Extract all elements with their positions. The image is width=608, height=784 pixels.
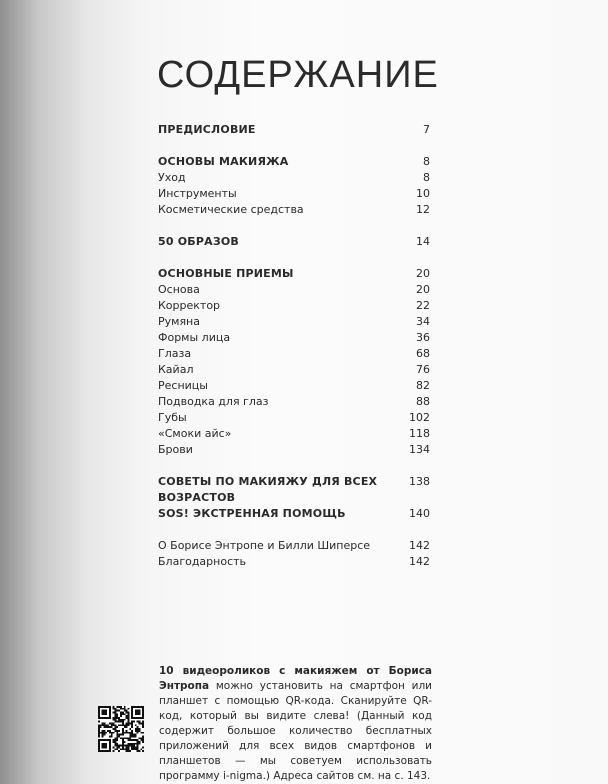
toc-entry (158, 202, 430, 218)
toc-entry (158, 378, 430, 394)
toc-entry-page: 20 (416, 283, 430, 296)
toc-entry-page: 34 (416, 315, 430, 328)
toc-entry-label: Уход (158, 171, 186, 184)
toc-section-page: 20 (416, 267, 430, 280)
toc-entry-label: О Борисе Энтропе и Билли Шиперсе (158, 539, 371, 552)
toc-entry-label: Подводка для глаз (158, 395, 269, 408)
toc-entry-label: Основа (158, 283, 200, 296)
toc-entry-label: Формы лица (158, 331, 231, 344)
toc-entry-page: 10 (416, 187, 430, 200)
toc-entry (158, 282, 430, 298)
toc-section-label: ОСНОВНЫЕ ПРИЕМЫ (158, 267, 294, 280)
toc-section (158, 154, 430, 170)
toc-entry-page: 12 (416, 203, 430, 216)
toc-gap (158, 250, 430, 266)
qr-code-icon (98, 706, 144, 752)
toc-entry-label: Брови (158, 443, 193, 456)
toc-gap (158, 522, 430, 538)
toc-entry (158, 314, 430, 330)
toc-section (158, 474, 430, 504)
page-title: СОДЕРЖАНИЕ (157, 54, 439, 96)
toc-entry-page: 82 (416, 379, 430, 392)
toc-entry (158, 554, 430, 570)
toc-entry-page: 8 (423, 171, 430, 184)
toc-section-page: 7 (423, 123, 430, 136)
toc-section-label: ОСНОВЫ МАКИЯЖА (158, 155, 289, 168)
toc-section-page: 8 (423, 155, 430, 168)
toc-section (158, 266, 430, 282)
toc-entry (158, 170, 430, 186)
toc-section-label: 50 ОБРАЗОВ (158, 235, 239, 248)
toc-entry (158, 186, 430, 202)
toc-entry (158, 330, 430, 346)
toc-entry (158, 346, 430, 362)
toc-entry-page: 88 (416, 395, 430, 408)
toc-entry-label: Глаза (158, 347, 192, 360)
toc-entry-label: Кайал (158, 363, 194, 376)
toc-entry-label: Инструменты (158, 187, 237, 200)
toc-entry-page: 102 (409, 411, 430, 424)
toc-entry (158, 298, 430, 314)
toc-entry-label: Благодарность (158, 555, 247, 568)
toc-entry-label: «Смоки айс» (158, 427, 232, 440)
video-info-body: можно установить на смартфон или планшет с помощью QR-кода. Сканируйте QR-код, который вы видите слева! (Данный код содержит большое количество бесплатных приложений для всех видов смартфонов и планшетов — мы советуем использовать программу i-nigma.) Адреса сайтов см. на с. 143. (159, 680, 432, 782)
toc-entry-page: 68 (416, 347, 430, 360)
toc-entry-page: 76 (416, 363, 430, 376)
toc-section (158, 506, 430, 522)
toc-section (158, 234, 430, 250)
toc-entry-label: Губы (158, 411, 187, 424)
table-of-contents (158, 122, 430, 570)
toc-section-label: ПРЕДИСЛОВИЕ (158, 123, 256, 136)
toc-entry-page: 118 (409, 427, 430, 440)
toc-section-label: СОВЕТЫ ПО МАКИЯЖУ ДЛЯ ВСЕХ ВОЗРАСТОВ (158, 475, 378, 504)
toc-entry-label: Румяна (158, 315, 200, 328)
toc-section-label: SOS! ЭКСТРЕННАЯ ПОМОЩЬ (158, 507, 346, 520)
toc-entry (158, 426, 430, 442)
toc-entry-page: 142 (409, 555, 430, 568)
toc-entry (158, 410, 430, 426)
toc-gap (158, 138, 430, 154)
toc-entry-page: 134 (409, 443, 430, 456)
toc-entry-label: Корректор (158, 299, 221, 312)
toc-entry-label: Ресницы (158, 379, 208, 392)
toc-entry-page: 22 (416, 299, 430, 312)
video-info-paragraph (159, 664, 432, 784)
toc-entry-page: 142 (409, 539, 430, 552)
toc-section-page: 140 (409, 507, 430, 520)
toc-entry (158, 442, 430, 458)
toc-section (158, 122, 430, 138)
toc-entry (158, 394, 430, 410)
toc-gap (158, 218, 430, 234)
video-info-lead: 10 видеороликов с макияжем от Бориса Энтропа (159, 665, 432, 692)
toc-section-page: 138 (409, 475, 430, 488)
toc-entry-page: 36 (416, 331, 430, 344)
toc-entry-label: Косметические средства (158, 203, 304, 216)
toc-gap (158, 458, 430, 474)
toc-entry (158, 362, 430, 378)
toc-entry (158, 538, 430, 554)
toc-section-page: 14 (416, 235, 430, 248)
